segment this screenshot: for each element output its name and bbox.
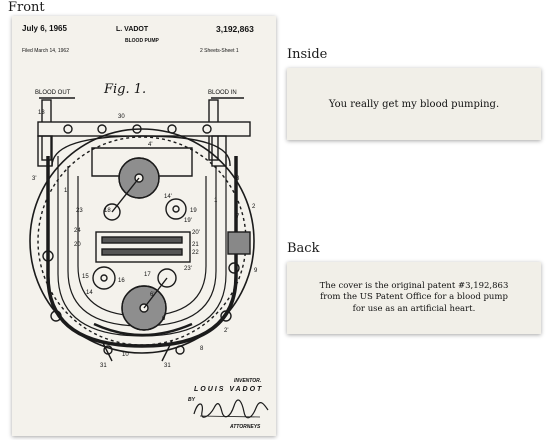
back-card	[287, 262, 541, 334]
inside-label: Inside	[287, 47, 328, 62]
back-label: Back	[287, 241, 320, 256]
ref-19p: 19'	[184, 218, 192, 224]
ref-3: 3	[236, 176, 240, 182]
ref-14: 14	[86, 290, 93, 296]
ref-4p: 4'	[148, 142, 153, 148]
ref-1p: 1'	[64, 188, 69, 194]
ref-2: 2	[252, 204, 256, 210]
patent-inventor-short: L. VADOT	[116, 26, 149, 33]
ref-14p: 14'	[164, 194, 172, 200]
ref-23: 23	[76, 208, 83, 214]
inventor-heading: INVENTOR.	[234, 378, 262, 384]
patent-sheets: 2 Sheets-Sheet 1	[200, 48, 239, 54]
ref-6: 6	[162, 316, 166, 322]
ref-8: 8	[200, 346, 204, 352]
ref-15: 15	[82, 274, 89, 280]
patent-date: July 6, 1965	[22, 24, 67, 33]
back-message: The cover is the original patent #3,192,863 from the US Patent Office for a blood pump for use as an artificial heart.	[319, 281, 509, 314]
ref-7: 7	[236, 214, 240, 220]
front-label: Front	[8, 0, 45, 15]
patent-number: 3,192,863	[216, 24, 254, 34]
front-card	[12, 16, 276, 436]
fig-label: Fig. 1.	[104, 82, 147, 97]
ref-9: 9	[254, 268, 258, 274]
ref-22: 22	[192, 250, 199, 256]
ref-3p: 3'	[32, 176, 37, 182]
attorneys-label: ATTORNEYS	[230, 424, 261, 430]
ref-31: 31	[100, 363, 107, 369]
ref-21: 21	[192, 242, 199, 248]
ref-13: 13	[38, 110, 45, 116]
ref-30: 30	[118, 114, 125, 120]
ref-16: 16	[118, 278, 125, 284]
ref-2p: 2'	[224, 328, 229, 334]
attorney-signature	[190, 396, 272, 422]
ref-20p: 20'	[192, 230, 200, 236]
patent-filed: Filed March 14, 1962	[22, 48, 69, 54]
by-label: BY	[188, 397, 195, 403]
inside-message: You really get my blood pumping.	[328, 98, 500, 110]
ref-6p: 6'	[150, 292, 155, 298]
blood-in-label: BLOOD IN	[208, 90, 237, 96]
ref-20: 20	[74, 242, 81, 248]
ref-24: 24	[74, 228, 81, 234]
blood-pump-drawing	[12, 16, 276, 436]
ref-1: 1	[214, 198, 218, 204]
ref-31b: 31	[164, 363, 171, 369]
ref-23p: 23'	[184, 266, 192, 272]
inside-card	[287, 68, 541, 140]
ref-19: 19	[190, 208, 197, 214]
patent-title: BLOOD PUMP	[125, 38, 159, 44]
blood-out-label: BLOOD OUT	[35, 90, 71, 96]
ref-18: 18	[104, 208, 111, 214]
ref-17: 17	[144, 272, 151, 278]
inventor-name: LOUIS VADOT	[194, 386, 264, 393]
ref-10: 10	[122, 352, 129, 358]
